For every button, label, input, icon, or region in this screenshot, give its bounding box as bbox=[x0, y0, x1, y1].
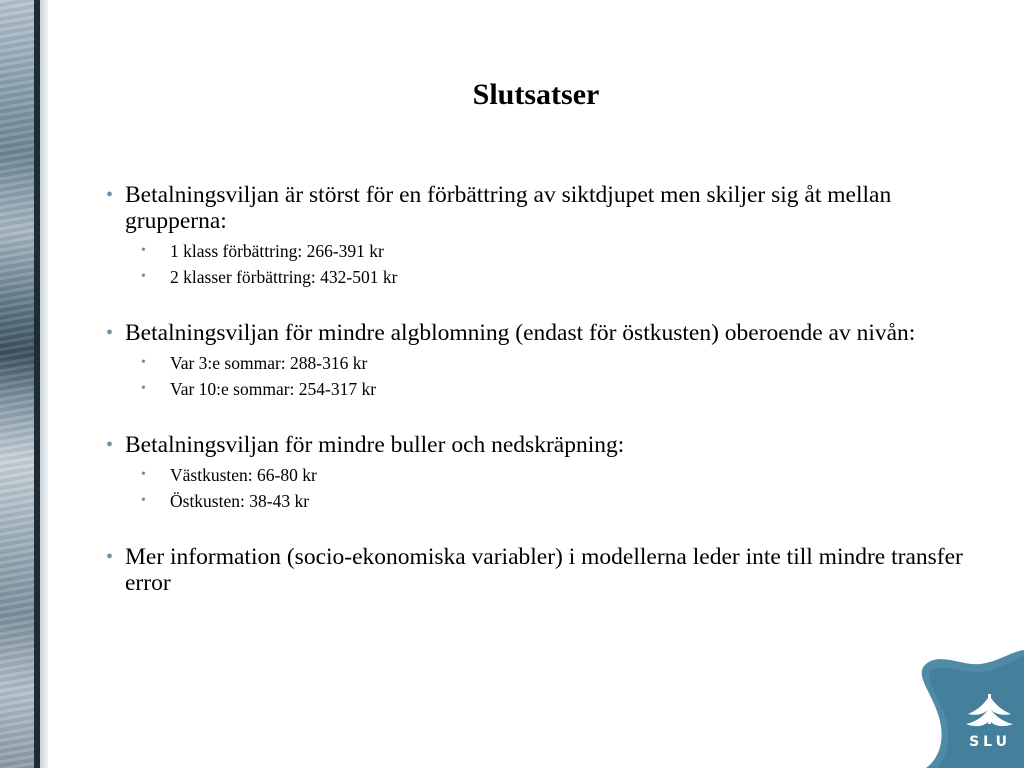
sub-bullet-item bbox=[106, 376, 986, 402]
bullet-icon: • bbox=[106, 434, 114, 456]
sub-bullet-text: 1 klass förbättring: 266-391 kr bbox=[170, 241, 384, 261]
bullet-icon: • bbox=[106, 546, 114, 568]
bullet-group-3 bbox=[106, 432, 986, 514]
bullet-text: Mer information (socio-ekonomiska variabler) i modellerna leder inte till mindre transfer error bbox=[125, 544, 963, 596]
sub-bullet-text: Var 10:e sommar: 254-317 kr bbox=[170, 379, 377, 399]
sub-bullet-item bbox=[106, 264, 986, 290]
sub-bullet-text: Västkusten: 66-80 kr bbox=[170, 465, 317, 485]
slu-logo bbox=[918, 650, 1024, 768]
sub-bullet-item bbox=[106, 238, 986, 264]
bullet-icon: • bbox=[141, 467, 146, 482]
left-photo-strip bbox=[0, 0, 34, 768]
sub-bullet-item bbox=[106, 350, 986, 376]
bullet-item bbox=[106, 182, 986, 234]
bullet-text: Betalningsviljan för mindre algblomning (endast för östkusten) oberoende av nivån: bbox=[125, 320, 916, 346]
bullet-icon: • bbox=[141, 243, 146, 258]
bullet-item bbox=[106, 432, 986, 458]
sub-bullet-list bbox=[106, 350, 986, 402]
slu-logo-shape bbox=[918, 650, 1024, 768]
bullet-list bbox=[106, 182, 986, 626]
bullet-group-1 bbox=[106, 182, 986, 290]
bullet-icon: • bbox=[141, 381, 146, 396]
bullet-icon: • bbox=[106, 322, 114, 344]
bullet-group-4 bbox=[106, 544, 986, 596]
bullet-item bbox=[106, 544, 986, 596]
sub-bullet-list bbox=[106, 238, 986, 290]
sub-bullet-item bbox=[106, 488, 986, 514]
slu-logo-text: SLU bbox=[969, 734, 1011, 750]
bullet-group-2 bbox=[106, 320, 986, 402]
bullet-icon: • bbox=[141, 493, 146, 508]
bullet-text: Betalningsviljan för mindre buller och nedskräpning: bbox=[125, 432, 625, 458]
bullet-item bbox=[106, 320, 986, 346]
sub-bullet-text: Var 3:e sommar: 288-316 kr bbox=[170, 353, 368, 373]
sub-bullet-item bbox=[106, 462, 986, 488]
bullet-text: Betalningsviljan är störst för en förbättring av siktdjupet men skiljer sig åt mellan grupperna: bbox=[125, 182, 892, 234]
bullet-icon: • bbox=[141, 269, 146, 284]
sub-bullet-text: 2 klasser förbättring: 432-501 kr bbox=[170, 267, 398, 287]
sub-bullet-text: Östkusten: 38-43 kr bbox=[170, 491, 310, 511]
bullet-icon: • bbox=[141, 355, 146, 370]
bullet-icon: • bbox=[106, 184, 114, 206]
slide-title: Slutsatser bbox=[472, 78, 600, 111]
left-light-bar bbox=[40, 0, 48, 768]
sub-bullet-list bbox=[106, 462, 986, 514]
